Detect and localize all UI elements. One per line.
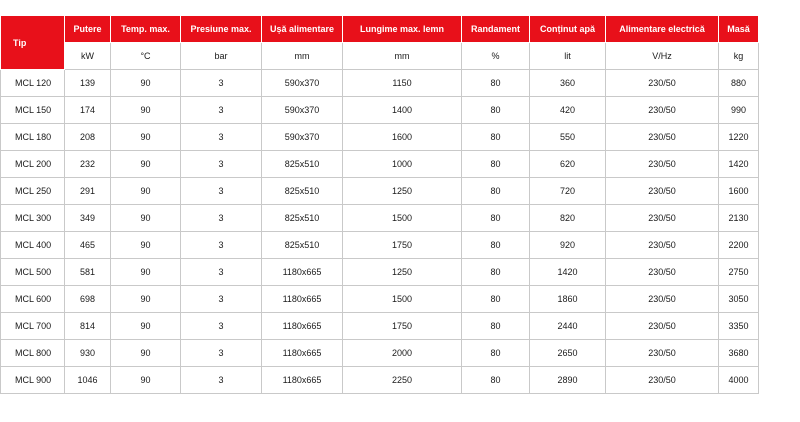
spec-table bbox=[0, 15, 759, 394]
spec-table-container bbox=[0, 15, 759, 394]
table-cell: 3350 bbox=[719, 313, 759, 340]
table-cell: 825x510 bbox=[262, 178, 343, 205]
model-cell: MCL 700 bbox=[1, 313, 65, 340]
table-cell: 80 bbox=[462, 259, 530, 286]
header-presiune: Presiune max. bbox=[181, 16, 262, 43]
table-cell: 360 bbox=[530, 70, 606, 97]
table-cell: 1180x665 bbox=[262, 259, 343, 286]
table-cell: 581 bbox=[65, 259, 111, 286]
table-cell: 2000 bbox=[343, 340, 462, 367]
table-cell: 2890 bbox=[530, 367, 606, 394]
table-cell: 230/50 bbox=[606, 70, 719, 97]
table-cell: 90 bbox=[111, 340, 181, 367]
table-cell: 349 bbox=[65, 205, 111, 232]
table-cell: 230/50 bbox=[606, 124, 719, 151]
unit-cell: mm bbox=[262, 43, 343, 70]
table-cell: 3 bbox=[181, 124, 262, 151]
table-cell: 90 bbox=[111, 367, 181, 394]
table-cell: 1750 bbox=[343, 313, 462, 340]
units-row bbox=[1, 43, 759, 70]
table-cell: 230/50 bbox=[606, 367, 719, 394]
table-cell: 814 bbox=[65, 313, 111, 340]
table-row bbox=[1, 232, 759, 259]
unit-cell: kg bbox=[719, 43, 759, 70]
header-usa: Ușă alimentare bbox=[262, 16, 343, 43]
table-cell: 2130 bbox=[719, 205, 759, 232]
table-row bbox=[1, 259, 759, 286]
model-cell: MCL 300 bbox=[1, 205, 65, 232]
table-cell: 3 bbox=[181, 313, 262, 340]
model-cell: MCL 400 bbox=[1, 232, 65, 259]
table-cell: 3 bbox=[181, 232, 262, 259]
table-cell: 230/50 bbox=[606, 205, 719, 232]
table-cell: 3 bbox=[181, 259, 262, 286]
table-cell: 80 bbox=[462, 124, 530, 151]
model-cell: MCL 180 bbox=[1, 124, 65, 151]
header-lungime: Lungime max. lemn bbox=[343, 16, 462, 43]
table-cell: 550 bbox=[530, 124, 606, 151]
table-cell: 3 bbox=[181, 367, 262, 394]
table-cell: 230/50 bbox=[606, 178, 719, 205]
model-cell: MCL 800 bbox=[1, 340, 65, 367]
table-cell: 139 bbox=[65, 70, 111, 97]
table-cell: 90 bbox=[111, 97, 181, 124]
table-cell: 232 bbox=[65, 151, 111, 178]
table-cell: 880 bbox=[719, 70, 759, 97]
table-cell: 1500 bbox=[343, 205, 462, 232]
table-cell: 80 bbox=[462, 205, 530, 232]
model-cell: MCL 150 bbox=[1, 97, 65, 124]
table-cell: 1400 bbox=[343, 97, 462, 124]
model-cell: MCL 600 bbox=[1, 286, 65, 313]
table-cell: 1150 bbox=[343, 70, 462, 97]
model-cell: MCL 200 bbox=[1, 151, 65, 178]
table-cell: 1180x665 bbox=[262, 367, 343, 394]
table-cell: 230/50 bbox=[606, 151, 719, 178]
header-putere: Putere bbox=[65, 16, 111, 43]
table-cell: 1180x665 bbox=[262, 313, 343, 340]
table-cell: 2250 bbox=[343, 367, 462, 394]
table-row bbox=[1, 313, 759, 340]
table-cell: 1500 bbox=[343, 286, 462, 313]
table-cell: 1600 bbox=[343, 124, 462, 151]
header-temp: Temp. max. bbox=[111, 16, 181, 43]
table-row bbox=[1, 70, 759, 97]
unit-cell: % bbox=[462, 43, 530, 70]
table-cell: 80 bbox=[462, 70, 530, 97]
table-cell: 1046 bbox=[65, 367, 111, 394]
model-cell: MCL 900 bbox=[1, 367, 65, 394]
table-cell: 1220 bbox=[719, 124, 759, 151]
table-cell: 90 bbox=[111, 151, 181, 178]
table-cell: 1180x665 bbox=[262, 286, 343, 313]
table-cell: 174 bbox=[65, 97, 111, 124]
table-cell: 465 bbox=[65, 232, 111, 259]
table-cell: 90 bbox=[111, 178, 181, 205]
table-cell: 3680 bbox=[719, 340, 759, 367]
table-cell: 230/50 bbox=[606, 313, 719, 340]
table-cell: 90 bbox=[111, 70, 181, 97]
table-cell: 230/50 bbox=[606, 97, 719, 124]
unit-cell: °C bbox=[111, 43, 181, 70]
table-cell: 2650 bbox=[530, 340, 606, 367]
table-cell: 930 bbox=[65, 340, 111, 367]
table-cell: 1180x665 bbox=[262, 340, 343, 367]
table-cell: 80 bbox=[462, 232, 530, 259]
table-body bbox=[1, 70, 759, 394]
table-cell: 825x510 bbox=[262, 151, 343, 178]
table-cell: 3 bbox=[181, 151, 262, 178]
unit-cell: mm bbox=[343, 43, 462, 70]
table-cell: 3 bbox=[181, 340, 262, 367]
table-row bbox=[1, 205, 759, 232]
unit-cell: kW bbox=[65, 43, 111, 70]
header-alimentare: Alimentare electrică bbox=[606, 16, 719, 43]
table-cell: 2200 bbox=[719, 232, 759, 259]
model-cell: MCL 500 bbox=[1, 259, 65, 286]
header-continut: Conținut apă bbox=[530, 16, 606, 43]
header-tip: Tip bbox=[1, 16, 65, 70]
table-cell: 990 bbox=[719, 97, 759, 124]
header-randament: Randament bbox=[462, 16, 530, 43]
table-cell: 3 bbox=[181, 70, 262, 97]
table-cell: 920 bbox=[530, 232, 606, 259]
table-cell: 698 bbox=[65, 286, 111, 313]
model-cell: MCL 250 bbox=[1, 178, 65, 205]
table-row bbox=[1, 151, 759, 178]
table-cell: 80 bbox=[462, 367, 530, 394]
table-cell: 80 bbox=[462, 178, 530, 205]
table-row bbox=[1, 286, 759, 313]
table-cell: 1250 bbox=[343, 259, 462, 286]
table-cell: 620 bbox=[530, 151, 606, 178]
table-cell: 208 bbox=[65, 124, 111, 151]
table-cell: 3050 bbox=[719, 286, 759, 313]
table-cell: 230/50 bbox=[606, 340, 719, 367]
table-cell: 80 bbox=[462, 286, 530, 313]
table-row bbox=[1, 178, 759, 205]
table-cell: 1750 bbox=[343, 232, 462, 259]
table-cell: 4000 bbox=[719, 367, 759, 394]
table-cell: 1420 bbox=[719, 151, 759, 178]
table-cell: 2440 bbox=[530, 313, 606, 340]
table-row bbox=[1, 124, 759, 151]
table-cell: 80 bbox=[462, 313, 530, 340]
header-row bbox=[1, 16, 759, 43]
table-cell: 1860 bbox=[530, 286, 606, 313]
unit-cell: bar bbox=[181, 43, 262, 70]
table-cell: 2750 bbox=[719, 259, 759, 286]
table-cell: 3 bbox=[181, 97, 262, 124]
table-cell: 90 bbox=[111, 205, 181, 232]
table-cell: 230/50 bbox=[606, 259, 719, 286]
table-cell: 90 bbox=[111, 313, 181, 340]
table-cell: 80 bbox=[462, 97, 530, 124]
unit-cell: V/Hz bbox=[606, 43, 719, 70]
table-row bbox=[1, 97, 759, 124]
table-cell: 1600 bbox=[719, 178, 759, 205]
table-cell: 590x370 bbox=[262, 97, 343, 124]
table-cell: 3 bbox=[181, 205, 262, 232]
table-cell: 1420 bbox=[530, 259, 606, 286]
table-cell: 80 bbox=[462, 340, 530, 367]
table-cell: 1250 bbox=[343, 178, 462, 205]
table-cell: 230/50 bbox=[606, 232, 719, 259]
table-cell: 90 bbox=[111, 232, 181, 259]
table-cell: 291 bbox=[65, 178, 111, 205]
table-cell: 720 bbox=[530, 178, 606, 205]
unit-cell: lit bbox=[530, 43, 606, 70]
table-cell: 90 bbox=[111, 124, 181, 151]
table-cell: 1000 bbox=[343, 151, 462, 178]
table-row bbox=[1, 367, 759, 394]
table-cell: 825x510 bbox=[262, 205, 343, 232]
model-cell: MCL 120 bbox=[1, 70, 65, 97]
table-cell: 80 bbox=[462, 151, 530, 178]
table-cell: 230/50 bbox=[606, 286, 719, 313]
table-cell: 90 bbox=[111, 286, 181, 313]
table-cell: 825x510 bbox=[262, 232, 343, 259]
table-cell: 590x370 bbox=[262, 70, 343, 97]
table-cell: 3 bbox=[181, 286, 262, 313]
table-cell: 820 bbox=[530, 205, 606, 232]
header-masa: Masă bbox=[719, 16, 759, 43]
table-row bbox=[1, 340, 759, 367]
table-cell: 3 bbox=[181, 178, 262, 205]
table-cell: 590x370 bbox=[262, 124, 343, 151]
table-cell: 420 bbox=[530, 97, 606, 124]
table-cell: 90 bbox=[111, 259, 181, 286]
